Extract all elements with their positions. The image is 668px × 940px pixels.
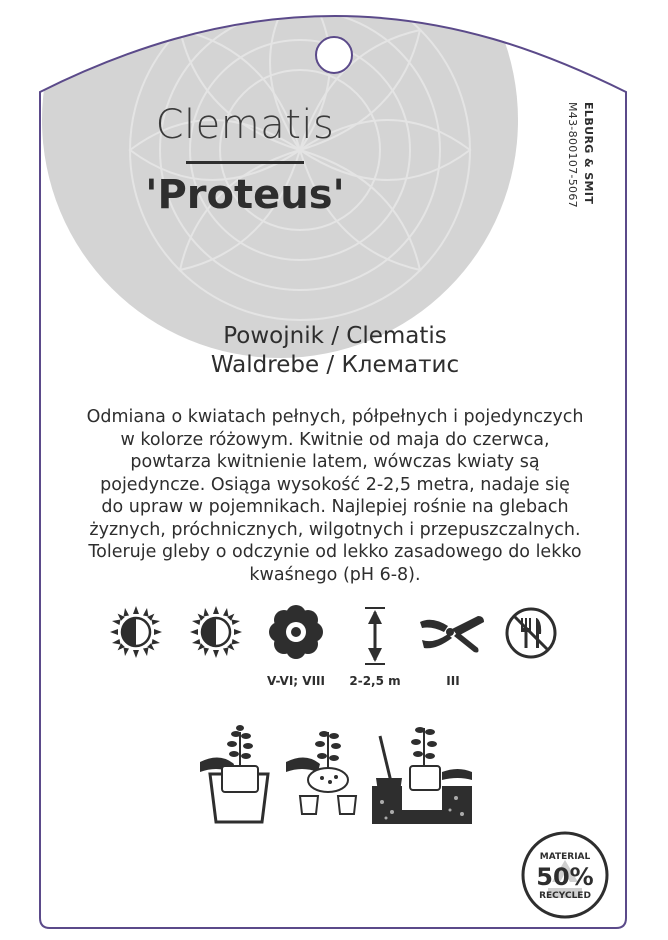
cultivar-title: 'Proteus' xyxy=(145,172,345,218)
description-line: powtarza kwitnienie latem, wówczas kwiaty są xyxy=(130,452,540,472)
description-line: żyznych, próchnicznych, wilgotnych i przepuszczalnych. xyxy=(89,519,581,540)
sun-half-shade-icon xyxy=(108,604,164,660)
height-label: 2-2,5 m xyxy=(349,674,401,688)
not-for-consumption-icon xyxy=(504,606,558,660)
description-line: Odmiana o kwiatach pełnych, półpełnych i pojedynczych xyxy=(86,407,584,427)
description-line: Toleruje gleby o odczynie od lekko zasadowego do lekko xyxy=(88,542,582,562)
description-line: w kolorze różowym. Kwitnie od maja do czerwca, xyxy=(120,429,550,450)
description xyxy=(60,406,610,586)
genus-title: Clematis xyxy=(155,102,335,148)
flower-icon xyxy=(268,604,324,660)
hang-hole xyxy=(316,37,352,73)
half-shade-icon xyxy=(188,604,244,660)
recycled-material-badge xyxy=(520,830,610,920)
badge-top-text: MATERIAL xyxy=(539,852,591,862)
product-code: M43-800107-5067 xyxy=(566,102,579,208)
pruning-shears-icon xyxy=(418,612,488,656)
description-line: do upraw w pojemnikach. Najlepiej rośnie na glebach xyxy=(101,497,569,517)
badge-bottom-text: RECYCLED xyxy=(539,891,591,901)
planting-step-unpot-icon xyxy=(286,722,366,824)
height-arrow-icon xyxy=(360,606,390,666)
description-line: kwaśnego (pH 6-8). xyxy=(249,564,421,585)
title-divider xyxy=(186,161,304,164)
common-name-line-1: Powojnik / Clematis xyxy=(223,323,447,349)
common-name-line-2: Waldrebe / Клематис xyxy=(210,352,460,378)
brand-block xyxy=(556,102,606,252)
flowering-period-label: V-VI; VIII xyxy=(267,674,325,688)
brand-name: ELBURG & SMIT xyxy=(582,102,595,205)
badge-percent-text: 50% xyxy=(536,863,594,891)
description-line: pojedyncze. Osiąga wysokość 2-2,5 metra, nadaje się xyxy=(100,474,570,495)
pruning-label: III xyxy=(446,674,460,688)
planting-step-plant-icon xyxy=(372,716,472,824)
planting-step-water-icon xyxy=(200,722,280,824)
